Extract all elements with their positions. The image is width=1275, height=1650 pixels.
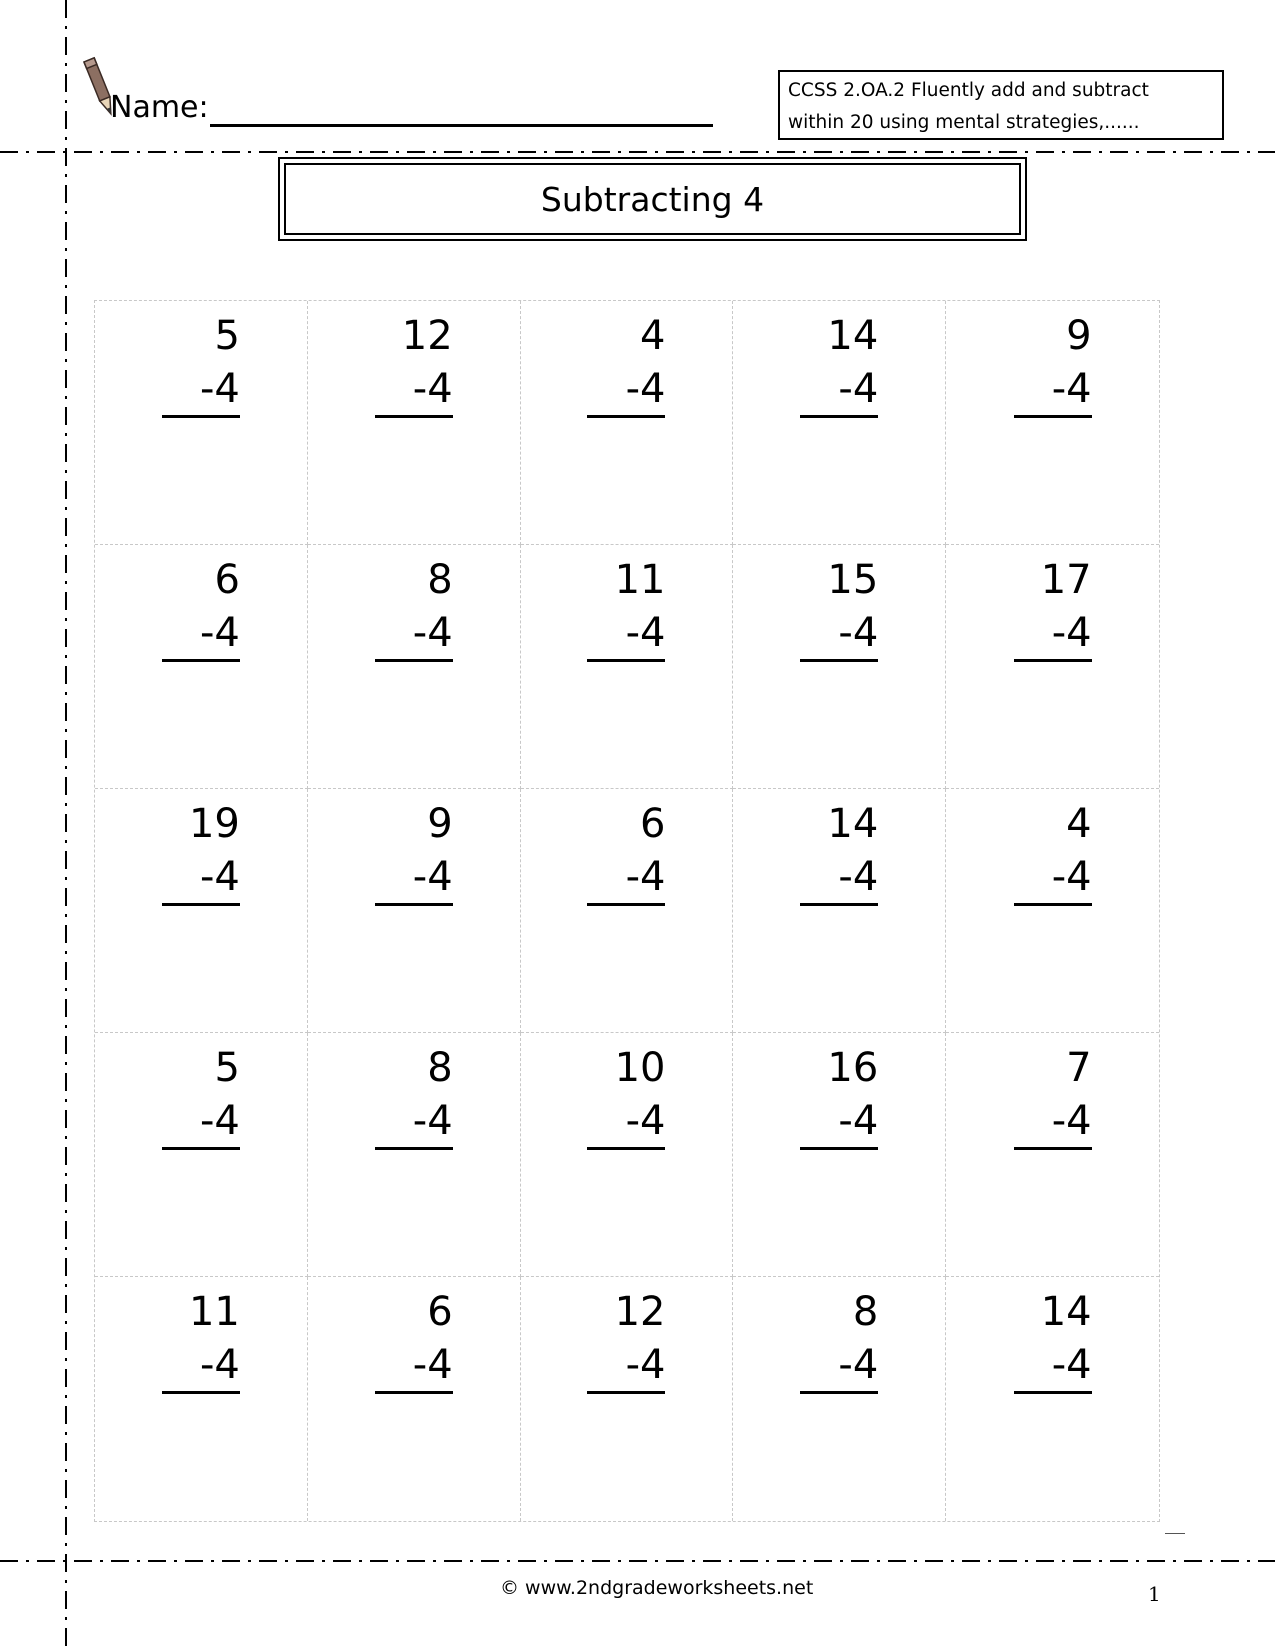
subtrahend: -4 [800,1095,878,1150]
problem-grid [94,300,1160,1522]
subtrahend: -4 [587,1339,665,1394]
subtrahend: -4 [375,363,453,418]
minuend: 9 [427,801,453,847]
problem-cell [733,1277,946,1521]
problem [800,1041,878,1150]
problem [1014,309,1092,418]
problem-cell [733,545,946,789]
problem-cell [308,1033,521,1277]
minuend: 12 [614,1289,666,1335]
minuend: 10 [614,1045,666,1091]
minuend: 14 [1040,1289,1092,1335]
subtrahend: -4 [162,363,240,418]
subtrahend: -4 [800,851,878,906]
problem-cell [733,1033,946,1277]
problem [587,309,665,418]
subtrahend: -4 [1014,1095,1092,1150]
minuend: 17 [1040,557,1092,603]
problem-cell [733,789,946,1033]
minuend: 14 [827,313,879,359]
minuend: 6 [427,1289,453,1335]
subtrahend: -4 [800,1339,878,1394]
problem-cell [95,545,308,789]
problem [375,309,453,418]
minuend: 19 [188,801,240,847]
subtrahend: -4 [162,851,240,906]
problem [375,553,453,662]
problem-cell [946,545,1159,789]
problem-cell [308,301,521,545]
minuend: 5 [214,313,240,359]
minuend: 6 [640,801,666,847]
name-label: Name: [110,90,209,125]
problem [1014,553,1092,662]
subtrahend: -4 [587,363,665,418]
minuend: 11 [614,557,666,603]
problem [162,1285,240,1394]
subtrahend: -4 [375,851,453,906]
problem [375,1285,453,1394]
subtrahend: -4 [587,607,665,662]
standard-text-line1: CCSS 2.OA.2 Fluently add and subtract [788,80,1149,101]
problem [1014,1285,1092,1394]
problem-cell [308,1277,521,1521]
problem [800,1285,878,1394]
problem-cell [521,1277,734,1521]
problem-cell [521,545,734,789]
problem-cell [521,301,734,545]
minuend: 6 [214,557,240,603]
minuend: 15 [827,557,879,603]
subtrahend: -4 [162,1339,240,1394]
problem [375,1041,453,1150]
footer-credit: © www.2ndgradeworksheets.net [500,1577,814,1599]
subtrahend: -4 [800,607,878,662]
divider-mark [1165,1533,1185,1534]
subtrahend: -4 [1014,851,1092,906]
problem [162,797,240,906]
problem-cell [946,789,1159,1033]
problem [800,309,878,418]
minuend: 14 [827,801,879,847]
minuend: 8 [427,1045,453,1091]
problem-cell [946,1033,1159,1277]
problem [162,1041,240,1150]
minuend: 16 [827,1045,879,1091]
subtrahend: -4 [375,607,453,662]
subtrahend: -4 [162,607,240,662]
problem [587,1285,665,1394]
problem [587,553,665,662]
problem-cell [95,789,308,1033]
problem-cell [95,301,308,545]
problem [1014,1041,1092,1150]
subtrahend: -4 [800,363,878,418]
problem-cell [308,545,521,789]
problem [800,553,878,662]
minuend: 5 [214,1045,240,1091]
problem-cell [308,789,521,1033]
subtrahend: -4 [1014,1339,1092,1394]
standard-box [778,70,1224,140]
name-field-line[interactable] [210,124,713,127]
problem [162,309,240,418]
minuend: 8 [427,557,453,603]
problem [375,797,453,906]
minuend: 9 [1066,313,1092,359]
subtrahend: -4 [587,1095,665,1150]
minuend: 8 [852,1289,879,1335]
minuend: 11 [188,1289,240,1335]
problem [800,797,878,906]
minuend: 4 [1066,801,1092,847]
subtrahend: -4 [587,851,665,906]
subtrahend: -4 [375,1339,453,1394]
problem [587,797,665,906]
minuend: 12 [401,313,453,359]
problem-cell [733,301,946,545]
problem-cell [946,1277,1159,1521]
problem-cell [946,301,1159,545]
worksheet-title: Subtracting 4 [284,163,1021,235]
standard-text-line2: within 20 using mental strategies,...... [788,112,1140,133]
problem-cell [521,1033,734,1277]
problem-cell [521,789,734,1033]
problem [162,553,240,662]
minuend: 4 [640,313,666,359]
problem [1014,797,1092,906]
subtrahend: -4 [1014,607,1092,662]
minuend: 7 [1066,1045,1092,1091]
subtrahend: -4 [1014,363,1092,418]
problem-cell [95,1277,308,1521]
page-number: 1 [1148,1582,1161,1606]
problem-cell [95,1033,308,1277]
problem [587,1041,665,1150]
subtrahend: -4 [162,1095,240,1150]
subtrahend: -4 [375,1095,453,1150]
title-box [278,157,1027,241]
